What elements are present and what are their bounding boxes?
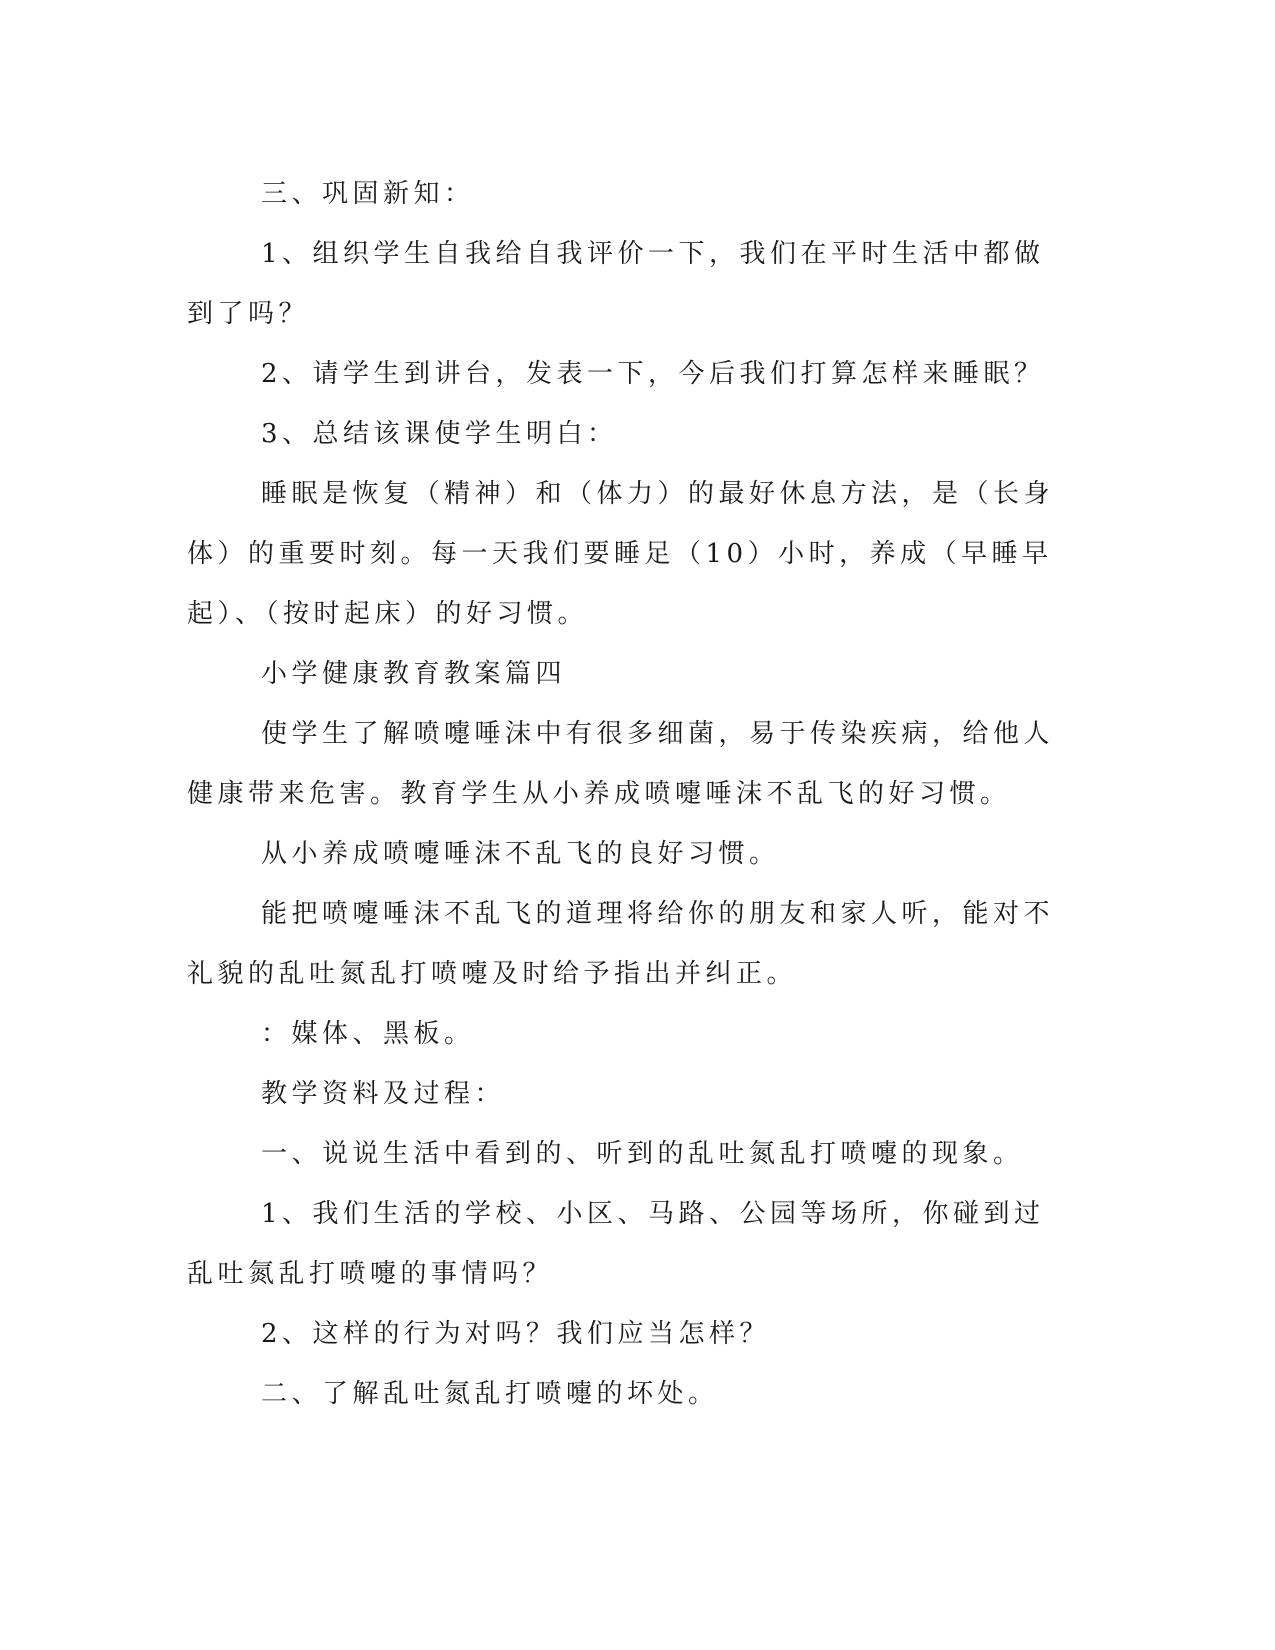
paragraph-objective: 从小养成喷嚏唾沫不乱飞的良好习惯。 [261,839,780,869]
paragraph-section-heading: 三、巩固新知： [261,179,475,209]
paragraph-section-heading: 教学资料及过程： [261,1079,506,1109]
paragraph-summary: 睡眠是恢复（精神）和（体力）的最好休息方法，是（长身体）的重要时刻。每一天我们要睡足（10）小时，养成（早睡早起）、（按时起床）的好习惯。 [187,479,1055,629]
paragraph-item: 1、组织学生自我给自我评价一下，我们在平时生活中都做到了吗？ [187,239,1045,329]
paragraph-section-heading: 二、了解乱吐氮乱打喷嚏的坏处。 [261,1379,719,1409]
paragraph-objective: 使学生了解喷嚏唾沫中有很多细菌，易于传染疾病，给他人健康带来危害。教育学生从小养成喷嚏唾沫不乱飞的好习惯。 [187,719,1055,809]
paragraph-section-heading: 一、说说生活中看到的、听到的乱吐氮乱打喷嚏的现象。 [261,1139,1024,1169]
paragraph-materials: ：媒体、黑板。 [261,1019,475,1049]
paragraph-item: 2、请学生到讲台，发表一下，今后我们打算怎样来睡眠？ [261,359,1045,389]
paragraph-item: 2、这样的行为对吗？我们应当怎样？ [261,1319,771,1349]
paragraph-lesson-title: 小学健康教育教案篇四 [261,659,567,689]
document-body [187,164,1072,1424]
paragraph-item: 3、总结该课使学生明白： [261,419,618,449]
paragraph-objective: 能把喷嚏唾沫不乱飞的道理将给你的朋友和家人听，能对不礼貌的乱吐氮乱打喷嚏及时给予指出并纠正。 [187,899,1055,989]
paragraph-item: 1、我们生活的学校、小区、马路、公园等场所，你碰到过乱吐氮乱打喷嚏的事情吗？ [187,1199,1045,1289]
